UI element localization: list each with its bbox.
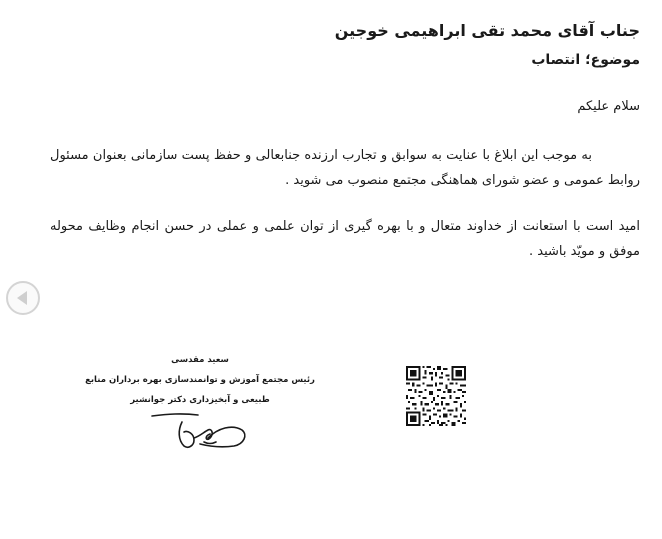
paragraph-1-text: به موجب این ابلاغ با عنایت به سوابق و تجارب ارزنده جنابعالی و حفظ پست سازمانی بعنوان مسئول روابط عمومی و عضو شورای هماهنگی مجتمع منصوب می شوید . xyxy=(50,148,640,188)
handwritten-signature-image xyxy=(148,408,252,454)
signer-title-line-2: طبیعی و آبخیزداری دکتر جوانشیر xyxy=(130,395,270,405)
letter-body-paragraph-1 xyxy=(50,143,640,193)
greeting: سلام علیکم xyxy=(577,99,640,114)
letter-body-paragraph-2: امید است با استعانت از خداوند متعال و با بهره گیری از توان علمی و عملی در حسن انجام وظایف محوله موفق و مویّد باشید . xyxy=(50,219,640,259)
qr-code-image xyxy=(406,366,466,426)
recipient-heading: جناب آقای محمد تقی ابراهیمی خوجین xyxy=(334,21,640,40)
subject-line: موضوع؛ انتصاب xyxy=(531,52,640,68)
signature-block xyxy=(70,350,330,410)
signer-title-line-1: رئیس مجتمع آموزش و توانمندسازی بهره برداران منابع xyxy=(85,375,315,385)
chevron-left-icon[interactable] xyxy=(6,281,40,315)
signer-name: سعید مقدسی xyxy=(171,355,229,365)
